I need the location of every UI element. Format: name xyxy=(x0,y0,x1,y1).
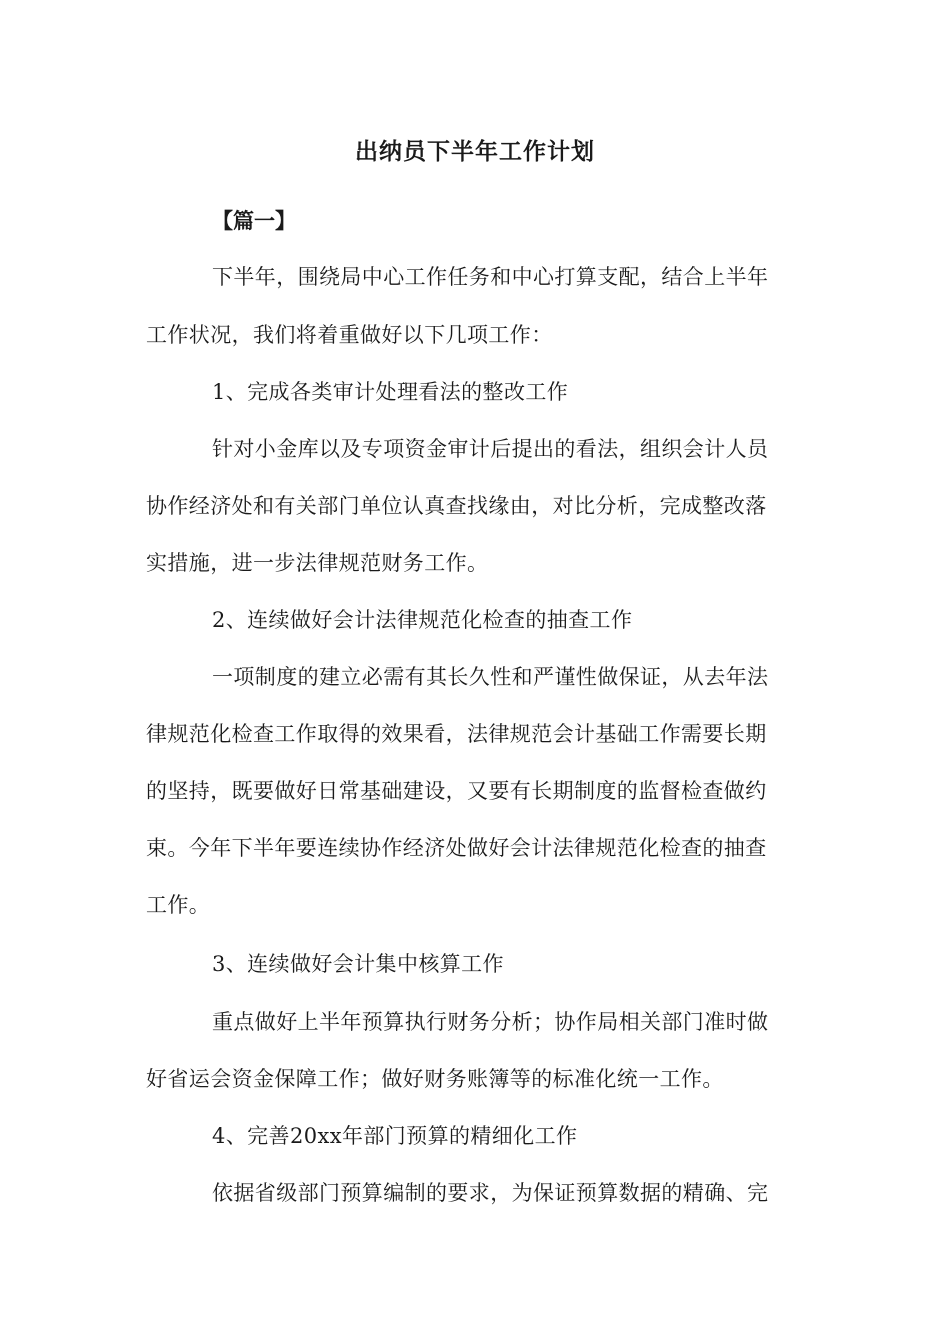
section-label: 【篇一】 xyxy=(212,209,296,233)
paragraph-line: 律规范化检查工作取得的效果看，法律规范会计基础工作需要长期 xyxy=(146,722,767,746)
section-heading: 1、完成各类审计处理看法的整改工作 xyxy=(212,380,569,404)
paragraph-line: 工作。 xyxy=(146,893,211,917)
paragraph-line: 重点做好上半年预算执行财务分析；协作局相关部门准时做 xyxy=(212,1010,769,1034)
section-heading: 4、完善20xx年部门预算的精细化工作 xyxy=(212,1124,578,1148)
paragraph-line: 下半年，围绕局中心工作任务和中心打算支配，结合上半年 xyxy=(212,265,769,289)
paragraph-line: 束。今年下半年要连续协作经济处做好会计法律规范化检查的抽查 xyxy=(146,836,767,860)
paragraph-line: 协作经济处和有关部门单位认真查找缘由，对比分析，完成整改落 xyxy=(146,494,767,518)
section-heading: 3、连续做好会计集中核算工作 xyxy=(212,952,504,976)
paragraph-line: 工作状况，我们将着重做好以下几项工作： xyxy=(146,323,553,347)
document-title: 出纳员下半年工作计划 xyxy=(355,139,595,165)
paragraph-line: 一项制度的建立必需有其长久性和严谨性做保证，从去年法 xyxy=(212,665,769,689)
paragraph-line: 针对小金库以及专项资金审计后提出的看法，组织会计人员 xyxy=(212,437,769,461)
paragraph-line: 依据省级部门预算编制的要求，为保证预算数据的精确、完 xyxy=(212,1181,769,1205)
section-heading: 2、连续做好会计法律规范化检查的抽查工作 xyxy=(212,608,633,632)
paragraph-line: 实措施，进一步法律规范财务工作。 xyxy=(146,551,489,575)
paragraph-line: 的坚持，既要做好日常基础建设，又要有长期制度的监督检查做约 xyxy=(146,779,767,803)
paragraph-line: 好省运会资金保障工作；做好财务账簿等的标准化统一工作。 xyxy=(146,1067,724,1091)
